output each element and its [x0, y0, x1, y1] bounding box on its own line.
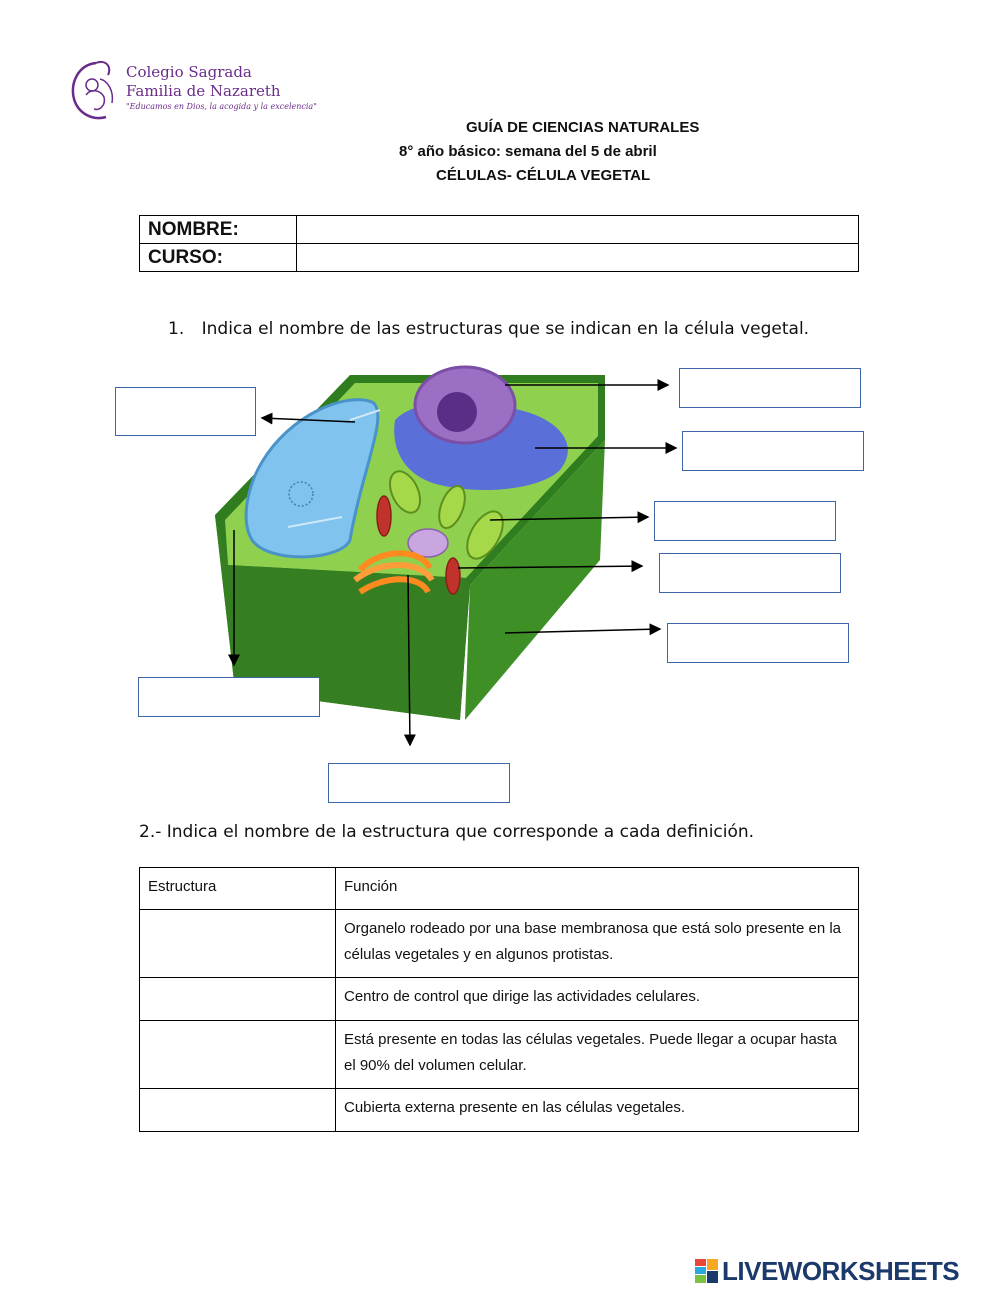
- guide-topic: CÉLULAS- CÉLULA VEGETAL: [436, 167, 651, 184]
- question-1-number: 1.: [168, 319, 185, 339]
- guide-title: GUÍA DE CIENCIAS NATURALES: [466, 119, 700, 136]
- school-motto: "Educamos en Dios, la acogida y la excelencia": [126, 102, 317, 111]
- question-1-text: Indica el nombre de las estructuras que se indican en la célula vegetal.: [201, 319, 810, 339]
- answer-box-nucleus[interactable]: [679, 368, 861, 408]
- answer-box-vacuole[interactable]: [115, 387, 256, 436]
- question-1: [168, 319, 809, 339]
- structure-answer-cell[interactable]: [140, 910, 336, 978]
- school-emblem-icon: [66, 55, 130, 125]
- mitochondrion-shape: [446, 558, 460, 594]
- watermark-text: LIVEWORKSHEETS: [722, 1256, 960, 1286]
- name-label: NOMBRE:: [140, 216, 297, 244]
- plant-cell-diagram: [0, 355, 1000, 815]
- answer-box-er[interactable]: [682, 431, 864, 471]
- course-row: [140, 244, 859, 272]
- table-row: [140, 910, 859, 978]
- definitions-header-row: [140, 868, 859, 910]
- school-name-line1: Colegio Sagrada: [126, 63, 252, 81]
- liveworksheets-logo-icon: [695, 1259, 719, 1283]
- answer-box-mitochondria[interactable]: [659, 553, 841, 593]
- function-text: Está presente en todas las células vegetales. Puede llegar a ocupar hasta el 90% del volumen celular.: [336, 1021, 859, 1089]
- question-2: 2.- Indica el nombre de la estructura que corresponde a cada definición.: [139, 822, 755, 842]
- answer-box-golgi[interactable]: [328, 763, 510, 803]
- name-row: [140, 216, 859, 244]
- table-row: [140, 1089, 859, 1132]
- student-info-table: [139, 215, 859, 272]
- course-field[interactable]: [297, 244, 859, 272]
- guide-subtitle: 8° año básico: semana del 5 de abril: [399, 143, 657, 160]
- structure-answer-cell[interactable]: [140, 978, 336, 1021]
- table-row: [140, 1021, 859, 1089]
- course-label: CURSO:: [140, 244, 297, 272]
- structure-answer-cell[interactable]: [140, 1089, 336, 1132]
- answer-box-cell-wall[interactable]: [667, 623, 849, 663]
- answer-box-cell-membrane[interactable]: [138, 677, 320, 717]
- function-text: Cubierta externa presente en las células vegetales.: [336, 1089, 859, 1132]
- school-name-line2: Familia de Nazareth: [126, 82, 281, 100]
- liveworksheets-watermark: [695, 1256, 990, 1286]
- header-function: Función: [336, 868, 859, 910]
- name-field[interactable]: [297, 216, 859, 244]
- answer-box-chloroplast[interactable]: [654, 501, 836, 541]
- function-text: Organelo rodeado por una base membranosa que está solo presente en la células vegetales y en algunos protistas.: [336, 910, 859, 978]
- school-logo: [66, 55, 317, 125]
- function-text: Centro de control que dirige las actividades celulares.: [336, 978, 859, 1021]
- header-structure: Estructura: [140, 868, 336, 910]
- definitions-table: [139, 867, 859, 1132]
- table-row: [140, 978, 859, 1021]
- structure-answer-cell[interactable]: [140, 1021, 336, 1089]
